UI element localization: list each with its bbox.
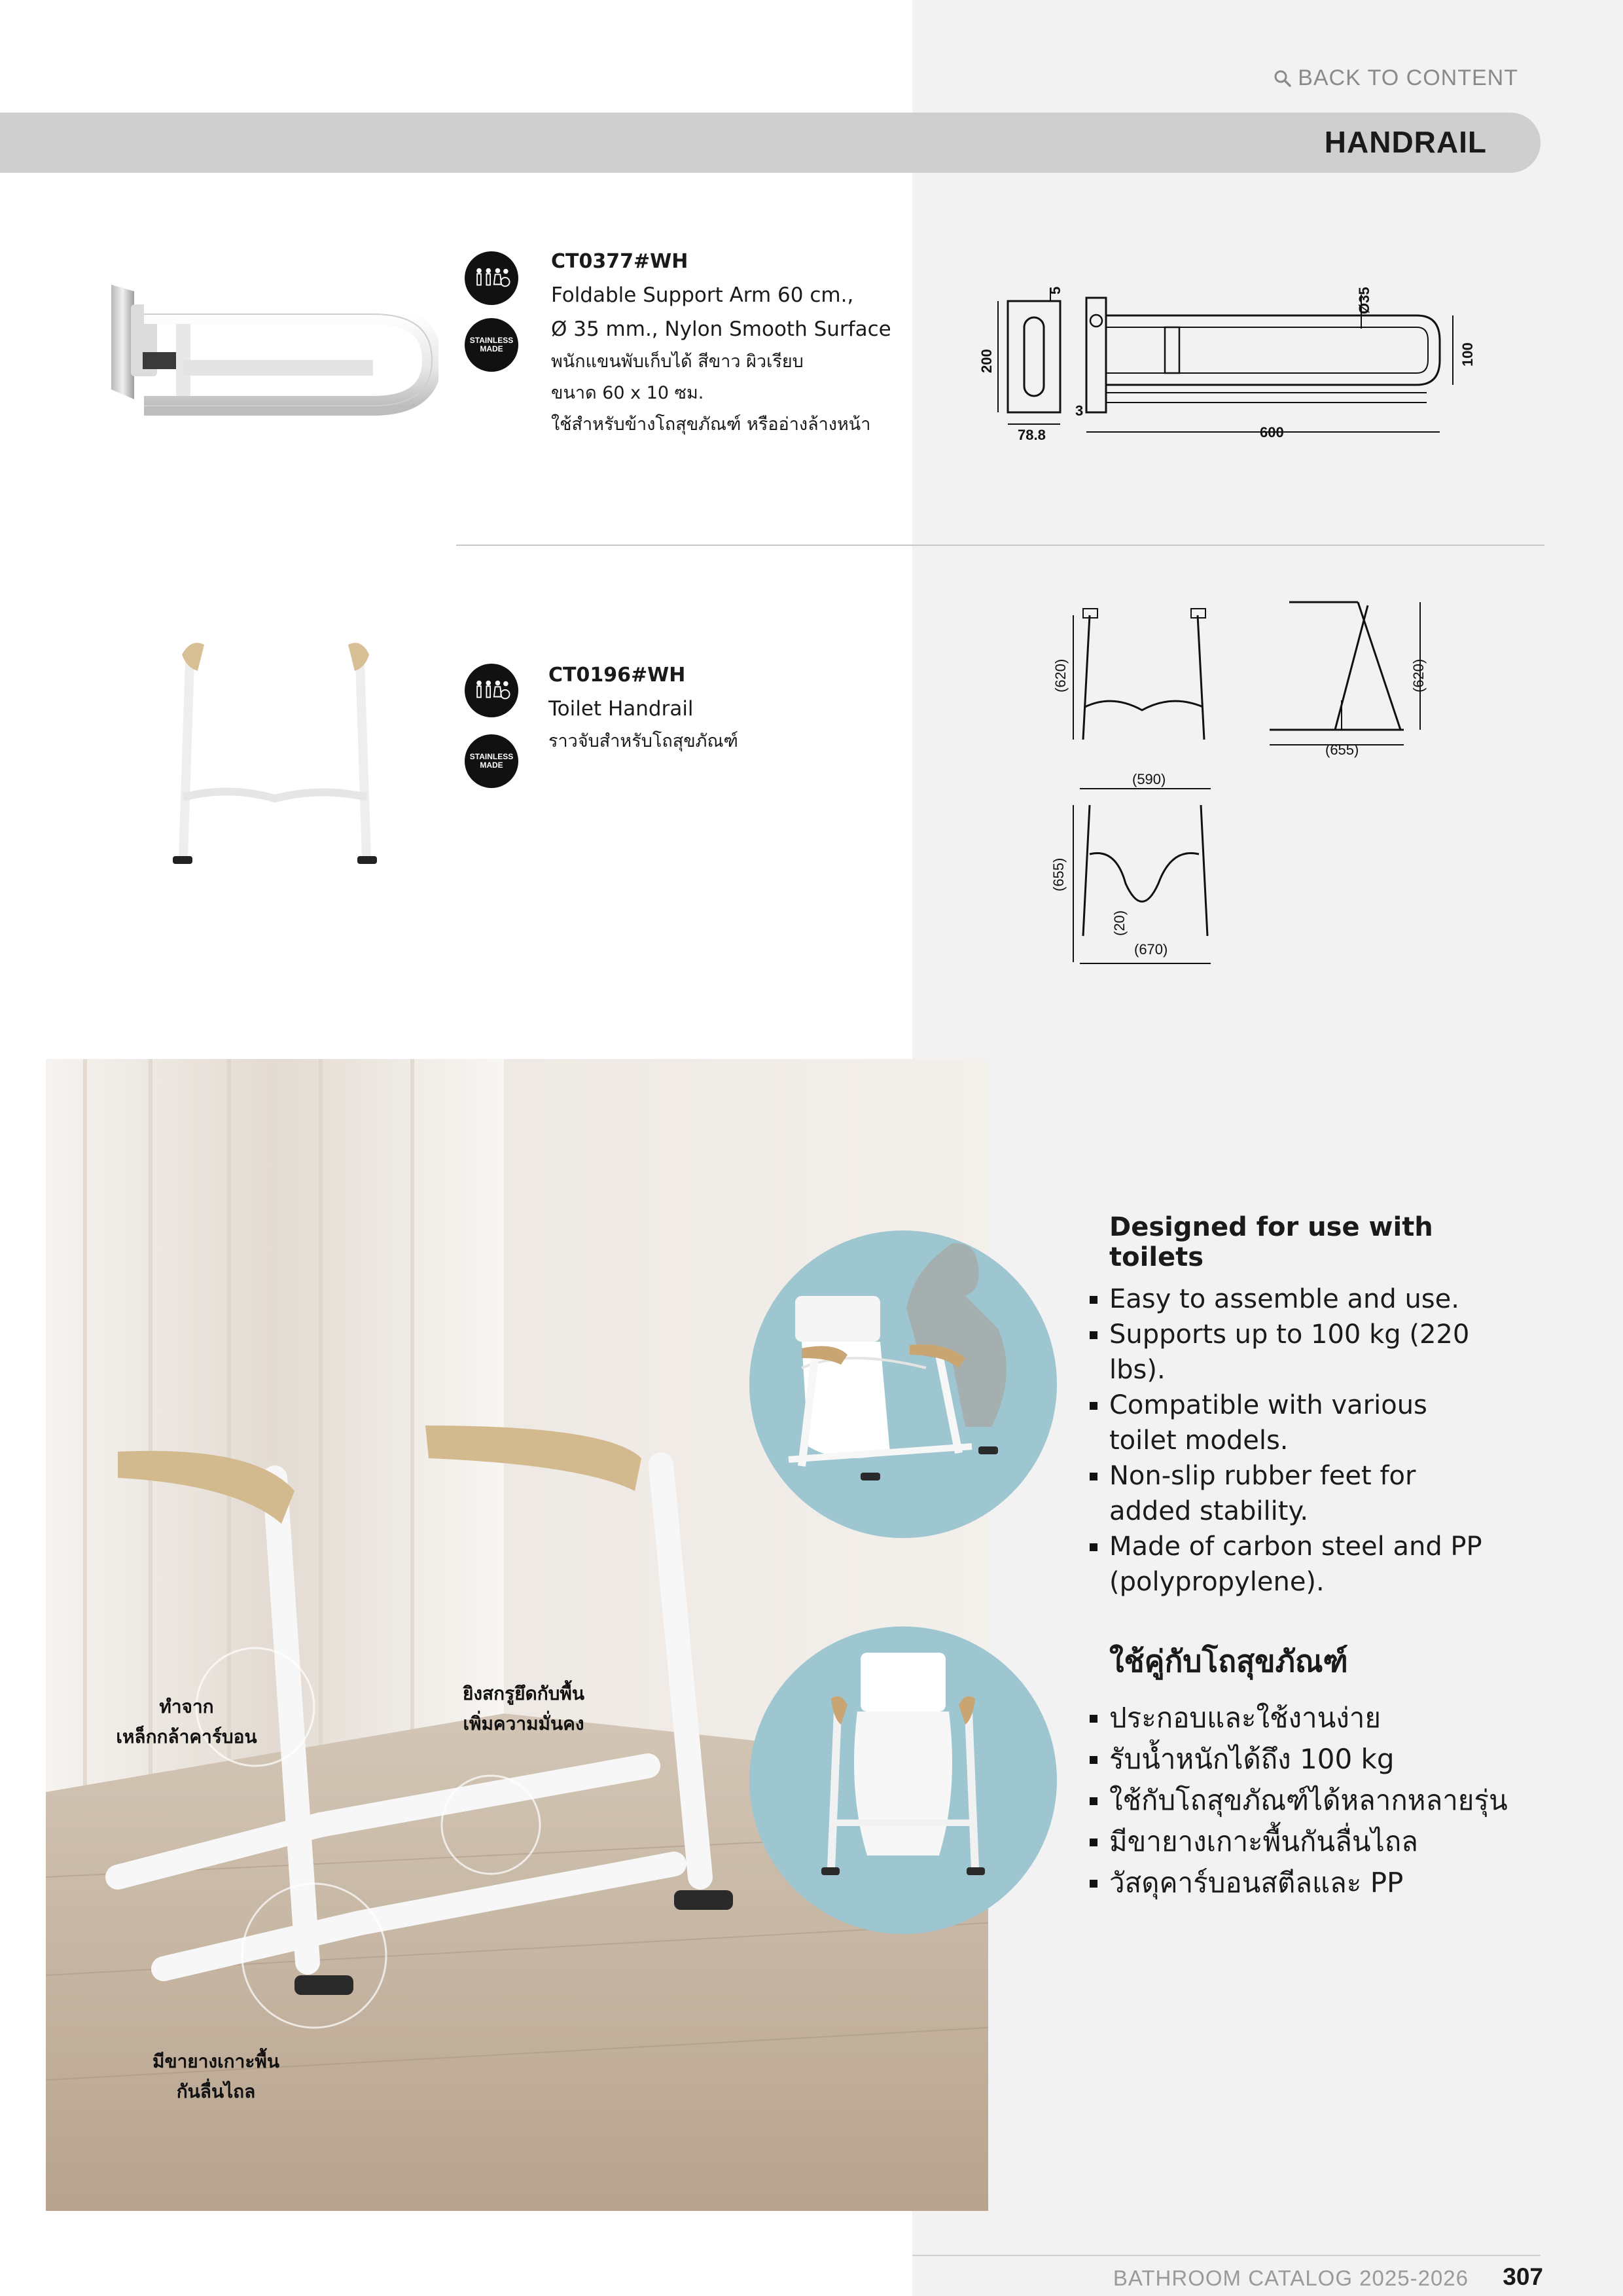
features-thai-title: ใช้คู่กับโถสุขภัณฑ์ <box>1109 1643 1348 1679</box>
product-desc-en: Toilet Handrail <box>548 697 694 721</box>
dim-100: 100 <box>1459 342 1476 367</box>
dim-3: 3 <box>1075 403 1084 419</box>
feature-item: Easy to assemble and use. <box>1090 1282 1508 1317</box>
dim-200: 200 <box>978 349 995 373</box>
accessibility-icon <box>465 251 518 305</box>
toilet-handrail-dimension-drawing <box>1027 589 1446 969</box>
product-desc-th: ขนาด 60 x 10 ซม. <box>551 383 704 403</box>
stainless-badge-text: STAINLESS <box>469 336 514 345</box>
search-icon <box>1273 69 1293 88</box>
material-callout <box>98 1692 275 1752</box>
product-1-text <box>551 250 891 440</box>
feet-callout-line: มีขายางเกาะพื้น <box>152 2051 279 2072</box>
product-desc-th: ใช้สำหรับข้างโถสุขภัณฑ์ หรืออ่างล้างหน้า <box>551 414 871 435</box>
feature-item: Non-slip rubber feet for added stability. <box>1090 1458 1450 1529</box>
section-title-bar <box>0 113 1541 173</box>
back-to-content-label: BACK TO CONTENT <box>1298 65 1518 90</box>
dim-top-depth: (655) <box>1050 857 1067 891</box>
dim-diameter-35: Ø35 <box>1356 287 1372 314</box>
feature-item: Compatible with various toilet models. <box>1090 1388 1450 1458</box>
feature-item-th: ประกอบและใช้งานง่าย <box>1090 1697 1535 1738</box>
usage-circle-image <box>749 1230 1057 1538</box>
page-number: 307 <box>1503 2263 1543 2290</box>
dim-tube-gap: (20) <box>1111 910 1128 936</box>
features-english <box>1090 1212 1508 1600</box>
feature-item-th: ใช้กับโถสุขภัณฑ์ได้หลากหลายรุ่น <box>1090 1780 1535 1821</box>
dim-side-height: (620) <box>1410 658 1427 692</box>
dim-5: 5 <box>1047 286 1063 295</box>
screw-callout-line: ยิงสกรูยึดกับพื้น <box>462 1683 585 1704</box>
foldable-support-arm-image <box>98 275 438 419</box>
toilet-circle-image <box>749 1626 1057 1934</box>
product-divider <box>456 545 1544 546</box>
feature-item-th: มีขายางเกาะพื้นกันลื่นไถล <box>1090 1821 1535 1862</box>
made-badge-text: MADE <box>480 344 503 353</box>
features-thai <box>1090 1638 1535 1903</box>
feature-item: Supports up to 100 kg (220 lbs). <box>1090 1317 1508 1388</box>
feature-item-th: วัสดุคาร์บอนสตีลและ PP <box>1090 1862 1535 1903</box>
feature-item: Made of carbon steel and PP (polypropylene). <box>1090 1529 1515 1600</box>
accessibility-icon <box>465 664 518 717</box>
product-desc-th: พนักแขนพับเก็บได้ สีขาว ผิวเรียบ <box>551 351 804 372</box>
product-code: CT0196#WH <box>548 664 686 687</box>
screw-callout <box>438 1679 609 1739</box>
made-badge-text: MADE <box>480 761 503 770</box>
stainless-made-badge <box>465 734 518 788</box>
stainless-made-badge <box>465 318 518 372</box>
feature-item-th: รับน้ำหนักได้ถึง 100 kg <box>1090 1738 1535 1780</box>
material-callout-line: เหล็กกล้าคาร์บอน <box>116 1726 257 1748</box>
feet-callout-line: กันลื่นไถล <box>176 2081 256 2102</box>
product-desc-en: Ø 35 mm., Nylon Smooth Surface <box>551 317 891 341</box>
product-2-text <box>548 664 738 757</box>
section-title: HANDRAIL <box>1324 125 1487 159</box>
back-to-content-link[interactable] <box>1273 65 1518 91</box>
dim-78-8: 78.8 <box>1018 427 1046 443</box>
product-desc-th: ราวจับสำหรับโถสุขภัณฑ์ <box>548 731 738 751</box>
dim-front-height: (620) <box>1052 658 1069 692</box>
toilet-handrail-image <box>151 635 399 870</box>
features-english-title: Designed for use with toilets <box>1109 1212 1433 1272</box>
support-arm-dimension-drawing <box>969 275 1505 452</box>
screw-callout-line: เพิ่มความมั่นคง <box>463 1713 584 1734</box>
dim-base-width: (670) <box>1134 941 1168 958</box>
dim-600: 600 <box>1260 424 1284 440</box>
product-desc-en: Foldable Support Arm 60 cm., <box>551 283 854 307</box>
product-code: CT0377#WH <box>551 250 688 273</box>
dim-top-width: (590) <box>1132 771 1166 787</box>
feet-callout <box>131 2047 301 2107</box>
stainless-badge-text: STAINLESS <box>469 752 514 761</box>
footer-divider <box>912 2255 1541 2256</box>
material-callout-line: ทำจาก <box>159 1696 214 1717</box>
dim-side-depth: (655) <box>1325 742 1359 758</box>
footer-catalog-label: BATHROOM CATALOG 2025-2026 <box>1113 2266 1469 2290</box>
